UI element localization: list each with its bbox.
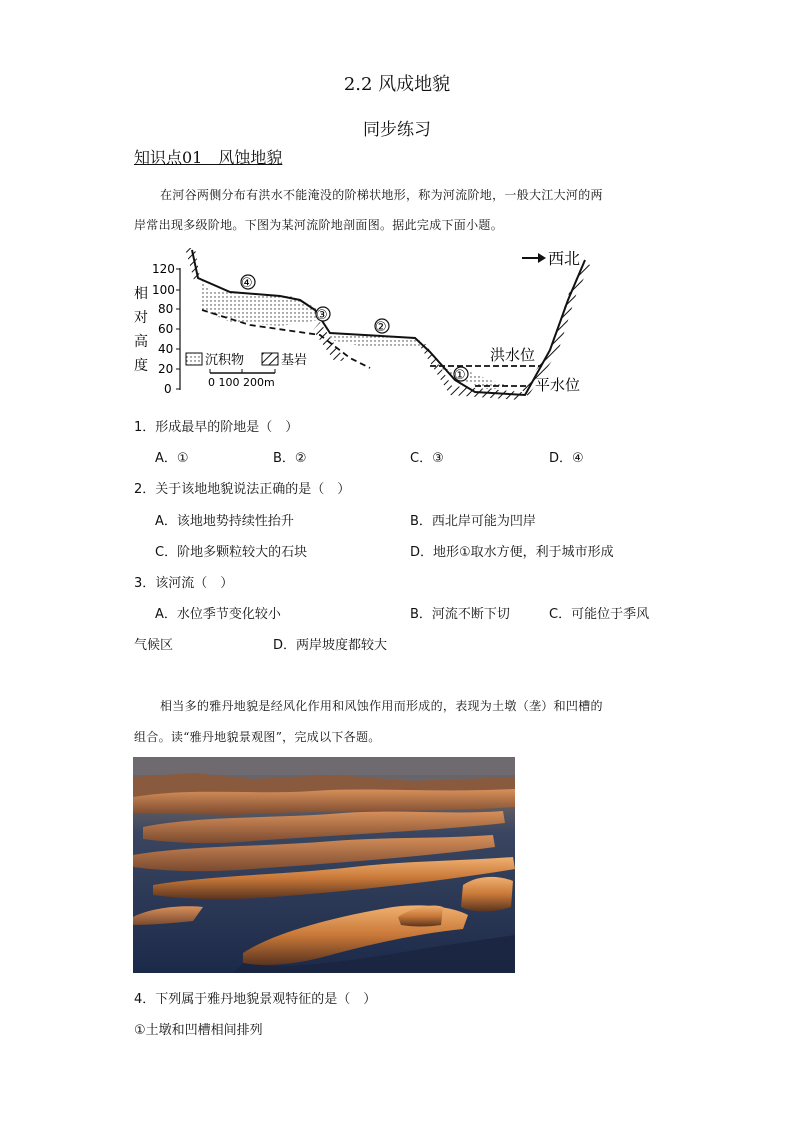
yardang-paragraph-line-2: 组合。读“雅丹地貌景观图”，完成以下各题。: [134, 730, 381, 744]
scale-label: 0 100 200m: [208, 376, 275, 389]
legend-bedrock: 基岩: [281, 353, 308, 368]
q3-option-c[interactable]: C．可能位于季风: [549, 607, 650, 622]
y-tick-100: 100: [152, 283, 175, 297]
q1-option-b[interactable]: B．②: [273, 451, 307, 466]
yardang-landscape-photo: [133, 757, 515, 973]
terrace-marker-2: [375, 319, 389, 335]
direction-arrow-icon: [522, 253, 546, 263]
question-4-stem: 4．下列属于雅丹地貌景观特征的是（ ）: [134, 992, 377, 1007]
y-tick-80: 80: [158, 302, 174, 316]
svg-text:②: ②: [375, 320, 387, 335]
y-axis: [134, 262, 180, 396]
q3-option-d[interactable]: D．两岸坡度都较大: [273, 638, 388, 653]
svg-text:④: ④: [241, 276, 253, 291]
intro-paragraph-line-1: 在河谷两侧分布有洪水不能淹没的阶梯状地形，称为河流阶地，一般大江大河的两: [160, 188, 603, 202]
y-tick-120: 120: [152, 262, 175, 276]
q2-option-d[interactable]: D．地形①取水方便，利于城市形成: [410, 545, 614, 560]
q3-option-a[interactable]: A．水位季节变化较小: [155, 607, 281, 622]
svg-text:③: ③: [316, 308, 328, 323]
question-1-stem: 1．形成最早的阶地是（ ）: [134, 420, 299, 435]
question-2-stem: 2．关于该地地貌说法正确的是（ ）: [134, 482, 351, 497]
y-label-char-2: 对: [134, 310, 148, 326]
q4-statement-1: ①土墩和凹槽相间排列: [134, 1023, 263, 1038]
section-title: 知识点01 风蚀地貌: [134, 148, 283, 167]
normal-level-label: 平水位: [535, 376, 581, 394]
q2-option-c[interactable]: C．阶地多颗粒较大的石块: [155, 545, 308, 560]
y-label-char-3: 高: [134, 334, 148, 350]
intro-paragraph-line-2: 岸常出现多级阶地。下图为某河流阶地剖面图。据此完成下面小题。: [134, 218, 504, 232]
legend-sediment: 沉积物: [205, 353, 245, 368]
page-subtitle: 同步练习: [363, 120, 431, 140]
y-tick-20: 20: [158, 362, 174, 376]
direction-label: 西北: [548, 249, 581, 268]
q1-option-c[interactable]: C．③: [410, 451, 444, 466]
y-tick-0: 0: [164, 382, 172, 396]
q3-option-c-continued: 气候区: [134, 638, 174, 653]
terrace-marker-3: [316, 307, 330, 323]
q2-option-a[interactable]: A．该地地势持续性抬升: [155, 514, 294, 529]
page-title: 2.2 风成地貌: [343, 74, 451, 95]
terrace-cross-section-diagram: [130, 240, 600, 410]
q1-option-a[interactable]: A．①: [155, 451, 189, 466]
legend: [186, 352, 307, 389]
svg-text:①: ①: [454, 368, 466, 383]
y-tick-40: 40: [158, 342, 174, 356]
q3-option-b[interactable]: B．河流不断下切: [410, 607, 510, 622]
y-label-char-4: 度: [134, 358, 148, 374]
q2-option-b[interactable]: B．西北岸可能为凹岸: [410, 514, 536, 529]
q1-option-d[interactable]: D．④: [549, 451, 584, 466]
question-3-stem: 3．该河流（ ）: [134, 576, 234, 591]
y-tick-60: 60: [158, 322, 174, 336]
yardang-paragraph-line-1: 相当多的雅丹地貌是经风化作用和风蚀作用而形成的，表现为土墩（垄）和凹槽的: [160, 699, 603, 713]
flood-level-label: 洪水位: [490, 346, 536, 364]
y-label-char-1: 相: [134, 286, 148, 302]
terrace-marker-4: [241, 275, 255, 291]
